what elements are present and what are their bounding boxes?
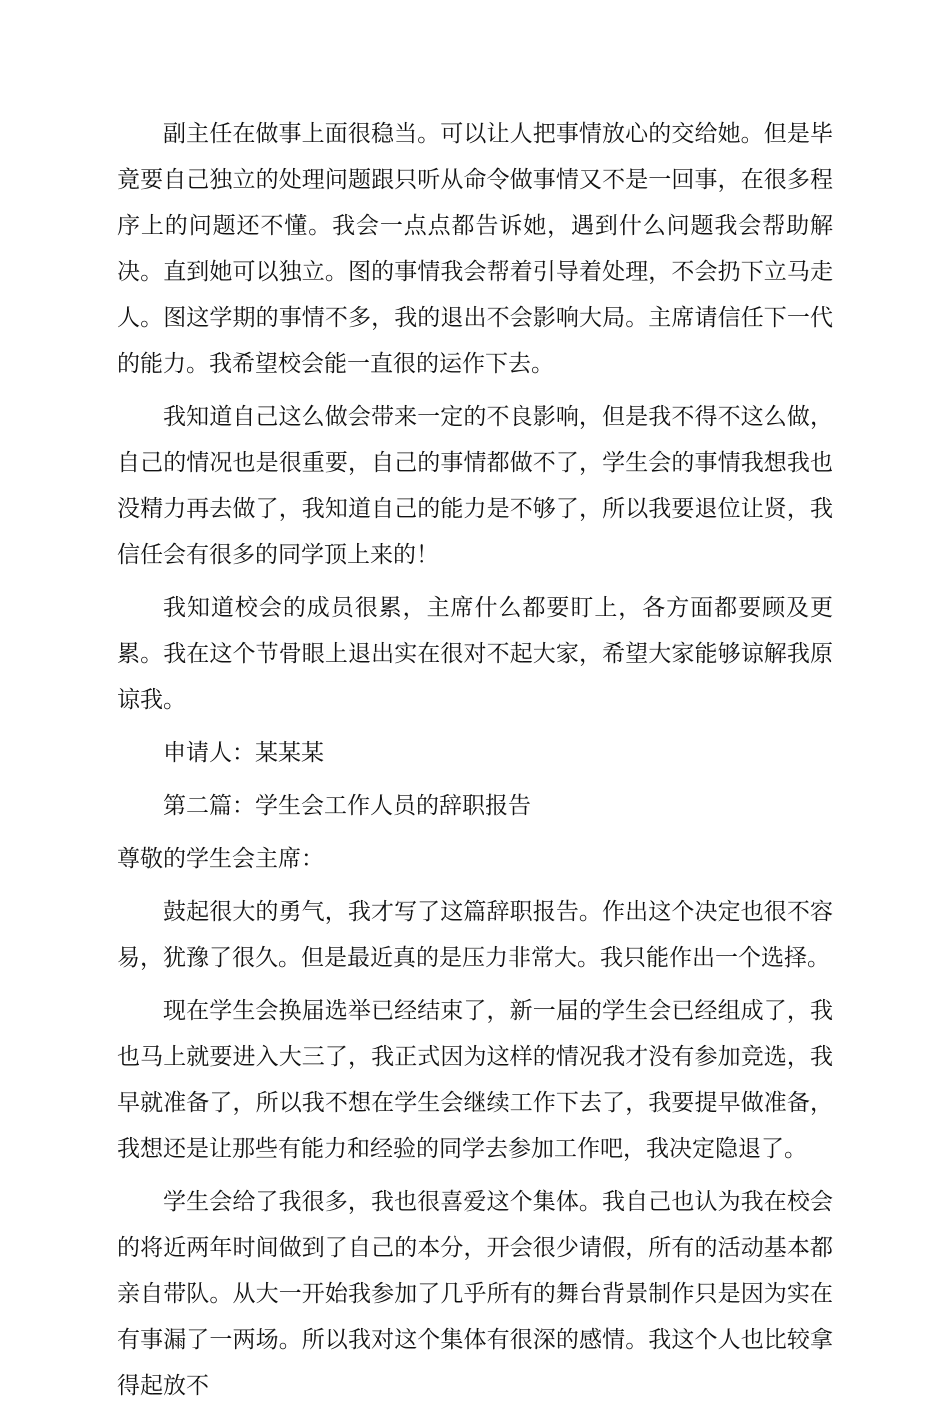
paragraph-1: 副主任在做事上面很稳当。可以让人把事情放心的交给她。但是毕竟要自己独立的处理问题跟只听从命令做事情又不是一回事，在很多程序上的问题还不懂。我会一点点都告诉她，遇到什么问题我会帮助解决。直到她可以独立。图的事情我会帮着引导着处理，不会扔下立马走人。图这学期的事情不多，我的退出不会影响大局。主席请信任下一代的能力。我希望校会能一直很的运作下去。 [117,121,833,377]
paragraph-3: 我知道校会的成员很累，主席什么都要盯上，各方面都要顾及更累。我在这个节骨眼上退出实在很对不起大家，希望大家能够谅解我原谅我。 [117,595,833,713]
paragraph-2: 我知道自己这么做会带来一定的不良影响，但是我不得不这么做，自己的情况也是很重要，自己的事情都做不了，学生会的事情我想我也没精力再去做了，我知道自己的能力是不够了，所以我要退位让贤，我信任会有很多的同学顶上来的！ [117,404,833,568]
section-heading: 第二篇：学生会工作人员的辞职报告 [163,793,531,819]
paragraph-6: 学生会给了我很多，我也很喜爱这个集体。我自己也认为我在校会的将近两年时间做到了自己的本分，开会很少请假，所有的活动基本都亲自带队。从大一开始我参加了几乎所有的舞台背景制作只是因为实在有事漏了一两场。所以我对这个集体有很深的感情。我这个人也比较拿得起放不 [117,1189,833,1399]
signature-line: 申请人：某某某 [163,740,324,766]
paragraph-5: 现在学生会换届选举已经结束了，新一届的学生会已经组成了，我也马上就要进入大三了，我正式因为这样的情况我才没有参加竞选，我早就准备了，所以我不想在学生会继续工作下去了，我要提早做准备，我想还是让那些有能力和经验的同学去参加工作吧，我决定隐退了。 [117,998,833,1162]
paragraph-4: 鼓起很大的勇气，我才写了这篇辞职报告。作出这个决定也很不容易，犹豫了很久。但是最近真的是压力非常大。我只能作出一个选择。 [117,899,833,971]
document-body [117,111,833,1416]
salutation: 尊敬的学生会主席： [117,846,324,872]
